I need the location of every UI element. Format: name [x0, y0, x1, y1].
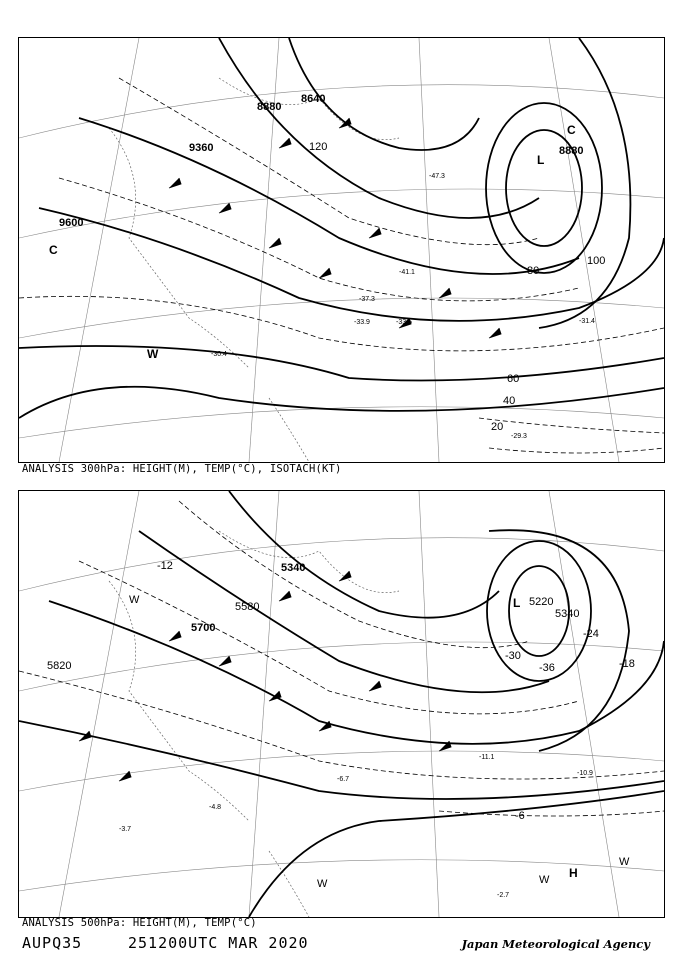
map-panel-500hpa — [18, 490, 665, 918]
temp-label: -3.7 — [119, 826, 132, 833]
temp-label: -6.7 — [337, 776, 350, 783]
height-contours — [19, 38, 664, 418]
warm-symbol: W — [317, 878, 328, 890]
isotach-label: 60 — [507, 373, 520, 385]
isotach-label: 100 — [587, 255, 606, 267]
temp-contour-label: -18 — [619, 658, 635, 670]
temp-label: -30.4 — [211, 351, 227, 358]
low-pressure-symbol: L — [513, 596, 521, 610]
height-label: 9600 — [59, 217, 84, 229]
temp-contour-label: -12 — [157, 560, 173, 572]
warm-symbol: W — [619, 856, 630, 868]
low-pressure-symbol: L — [537, 153, 545, 167]
temp-label: -2.7 — [497, 892, 510, 899]
height-label: 8880 — [559, 145, 584, 157]
temp-contour-label: -6 — [515, 810, 525, 822]
panel-caption-500hpa: ANALYSIS 500hPa: HEIGHT(M), TEMP(°C) — [22, 917, 257, 929]
height-label: 5340 — [281, 562, 306, 574]
height-label: 5340 — [555, 608, 580, 620]
warm-symbol: W — [147, 347, 159, 361]
temp-label: -11.1 — [479, 754, 495, 761]
chart-code: AUPQ35 — [22, 934, 83, 952]
height-label: 5580 — [235, 601, 260, 613]
temp-label: -31.4 — [579, 318, 595, 325]
panel-caption-300hpa: ANALYSIS 300hPa: HEIGHT(M), TEMP(°C), ISOTACH(KT) — [22, 463, 342, 475]
height-label: 8640 — [301, 93, 326, 105]
temp-label: -29.3 — [511, 433, 527, 440]
coastlines — [109, 531, 399, 917]
height-label: 9360 — [189, 142, 214, 154]
warm-symbol: W — [129, 594, 140, 606]
isotach-label: 40 — [503, 395, 516, 407]
coastlines — [109, 78, 399, 462]
temp-contours — [19, 501, 664, 816]
map-500hpa-canvas — [19, 491, 664, 917]
height-label: 5220 — [529, 596, 554, 608]
temp-label: -37.3 — [359, 296, 375, 303]
cold-symbol: C — [49, 243, 58, 257]
temp-label: -10.9 — [577, 770, 593, 777]
temp-label: -41.1 — [399, 269, 415, 276]
temp-label: -33.5 — [396, 319, 412, 326]
wind-barbs — [169, 118, 501, 338]
cold-symbol: C — [567, 123, 576, 137]
height-label: 5820 — [47, 660, 72, 672]
temp-contour-label: -30 — [505, 650, 521, 662]
map-panel-300hpa — [18, 37, 665, 463]
map-300hpa-canvas — [19, 38, 664, 462]
height-label: 5700 — [191, 622, 216, 634]
temp-label: -33.9 — [354, 319, 370, 326]
temp-contour-label: -24 — [583, 628, 599, 640]
high-pressure-symbol: H — [569, 866, 578, 880]
graticule — [19, 38, 664, 462]
height-label: 8880 — [257, 101, 282, 113]
temp-label: -47.3 — [429, 173, 445, 180]
isotach-label: 120 — [309, 141, 328, 153]
isotach-label: 20 — [491, 421, 504, 433]
isotach-label: 80 — [527, 265, 540, 277]
warm-symbol: W — [539, 874, 550, 886]
agency-name: Japan Meteorological Agency — [461, 937, 650, 951]
valid-time: 251200UTC MAR 2020 — [128, 934, 309, 952]
temp-label: -4.8 — [209, 804, 222, 811]
temp-contour-label: -36 — [539, 662, 555, 674]
